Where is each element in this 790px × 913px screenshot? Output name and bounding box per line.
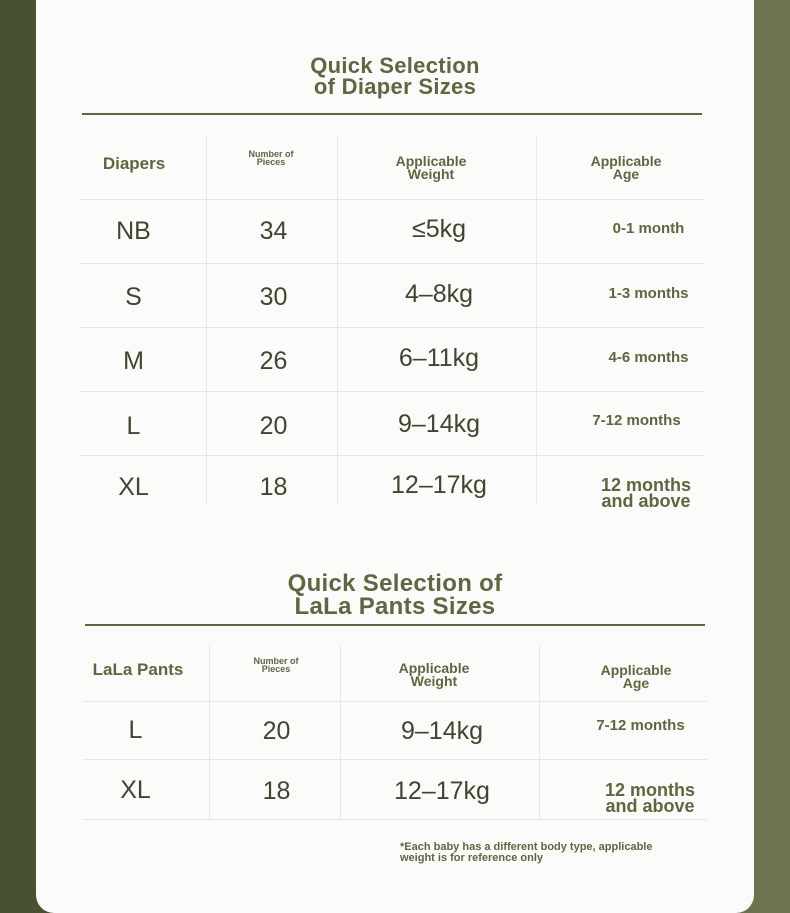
header-lala-pants: LaLa Pants [92, 660, 184, 679]
diaper-weight-m: 6–11kg [398, 343, 480, 372]
diaper-age-nb: 0-1 month [612, 220, 685, 238]
header-applicable-weight: Applicable Weight [398, 659, 470, 689]
column-divider [340, 646, 341, 819]
diaper-pieces-s: 30 [259, 282, 288, 311]
diaper-size-nb: NB [116, 216, 151, 245]
pants-age-xl: 12 months and above [604, 779, 696, 816]
diaper-size-l: L [126, 411, 141, 440]
diaper-pieces-l: 20 [259, 411, 288, 440]
diaper-age-l: 7-12 months [592, 412, 681, 430]
pants-size-xl: XL [120, 775, 151, 804]
column-divider [539, 646, 540, 819]
diaper-weight-l: 9–14kg [397, 409, 481, 438]
diaper-weight-xl: 12–17kg [391, 470, 487, 499]
diaper-size-m: M [123, 346, 144, 375]
pants-weight-xl: 12–17kg [394, 776, 490, 805]
pants-pieces-l: 20 [262, 716, 291, 745]
header-applicable-weight: Applicable Weight [395, 152, 467, 182]
row-divider [82, 759, 707, 760]
diaper-weight-s: 4–8kg [404, 279, 474, 308]
diaper-weight-nb: ≤5kg [411, 214, 467, 243]
diaper-sizes-title: Quick Selection of Diaper Sizes [310, 53, 480, 99]
diaper-pieces-nb: 34 [259, 216, 288, 245]
pants-weight-l: 9–14kg [400, 716, 484, 745]
diaper-size-s: S [125, 282, 142, 311]
diaper-pieces-m: 26 [259, 346, 288, 375]
header-diapers: Diapers [102, 154, 166, 173]
pants-size-l: L [128, 715, 143, 744]
diaper-age-xl: 12 months and above [600, 474, 692, 511]
header-applicable-age: Applicable Age [590, 152, 662, 182]
column-divider [209, 646, 210, 819]
header-number-of-pieces: Number of Pieces [248, 148, 294, 167]
pants-pieces-xl: 18 [262, 776, 291, 805]
header-applicable-age: Applicable Age [600, 661, 672, 691]
diaper-age-m: 4-6 months [608, 349, 689, 367]
size-chart-card [36, 0, 754, 913]
diaper-size-xl: XL [118, 472, 149, 501]
diaper-age-s: 1-3 months [608, 285, 689, 303]
lala-pants-sizes-title: Quick Selection of LaLa Pants Sizes [287, 570, 503, 620]
header-number-of-pieces: Number of Pieces [253, 655, 299, 674]
pants-age-l: 7-12 months [596, 717, 685, 735]
diaper-pieces-xl: 18 [259, 472, 288, 501]
footnote: *Each baby has a different body type, applicable weight is for reference only [400, 841, 653, 864]
lala-pants-size-table [36, 0, 754, 913]
